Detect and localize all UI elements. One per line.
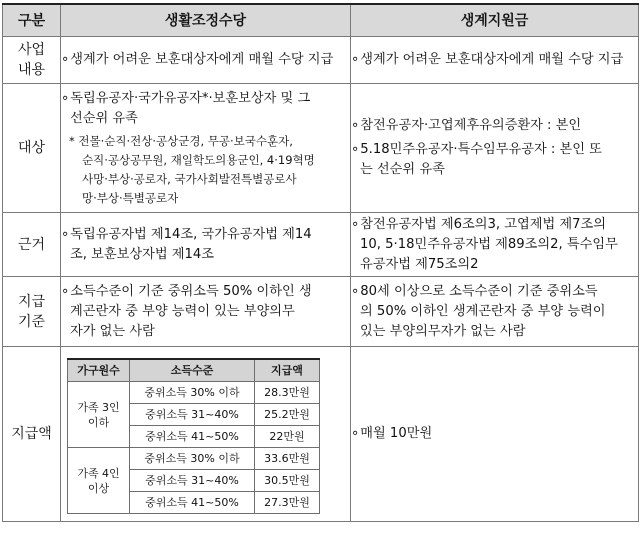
business-allowance-cell	[61, 37, 351, 84]
basis-support-cell	[351, 213, 639, 277]
benefit-comparison-table	[2, 3, 639, 522]
group-label-line1: 가족 3인	[77, 400, 120, 414]
target-note-line1: * 전몰·순직·전상·공상군경, 무공·보국수훈자,	[69, 133, 293, 148]
basis-support-line2: 10, 5·18민주유공자법 제89조의2, 특수임무	[360, 236, 618, 252]
payment-amount: 22만원	[255, 426, 320, 448]
header-allowance: 생활조정수당	[61, 4, 351, 37]
target-allowance-line1: ∘ 독립유공자·국가유공자*·보훈보상자 및 그	[61, 89, 350, 109]
row-business	[3, 37, 639, 84]
label-criteria	[3, 277, 61, 347]
label-amount: 지급액	[3, 347, 61, 522]
table-row	[68, 448, 320, 470]
target-note-line2: 순직·공상공무원, 재일학도의용군인, 4·19혁명	[82, 152, 315, 167]
target-support-item2-line2: 는 선순위 유족	[360, 162, 445, 177]
amount-header-income: 소득수준	[130, 359, 255, 382]
label-criteria-line1: 지급	[17, 293, 46, 310]
payment-amount: 28.3만원	[255, 382, 320, 404]
basis-support-line1: ∘ 참전유공자법 제6조의3, 고엽제법 제7조의	[351, 215, 638, 235]
amount-header-household: 가구원수	[68, 359, 130, 382]
row-amount	[3, 347, 639, 522]
criteria-support-cell	[351, 277, 639, 347]
business-support-text: ∘ 생계가 어려운 보훈대상자에게 매월 수당 지급	[351, 50, 638, 70]
income-level: 중위소득 30% 이하	[130, 382, 255, 404]
group-4-or-more	[68, 448, 130, 514]
amount-header-amount: 지급액	[255, 359, 320, 382]
business-support-cell	[351, 37, 639, 84]
target-support-item2-line1: ∘ 5.18민주유공자·특수임무유공자 : 본인 또	[351, 140, 638, 160]
payment-amount: 33.6만원	[255, 448, 320, 470]
target-support-item1: ∘ 참전유공자·고엽제후유의증환자 : 본인	[351, 116, 638, 136]
row-target	[3, 84, 639, 213]
group-label-line2: 이상	[87, 481, 110, 495]
basis-allowance-cell	[61, 213, 351, 277]
criteria-support-line2: 의 50% 이하인 생계곤란자 중 부양 능력이	[360, 303, 606, 319]
row-criteria	[3, 277, 639, 347]
label-target: 대상	[3, 84, 61, 213]
label-business-line2: 내용	[17, 62, 46, 78]
payment-amount: 30.5만원	[255, 470, 320, 492]
payment-amount: 27.3만원	[255, 492, 320, 514]
income-level: 중위소득 31~40%	[130, 404, 255, 426]
target-note-line4: 망·부상·특별공로자	[82, 190, 179, 205]
label-basis: 근거	[3, 213, 61, 277]
label-business-line1: 사업	[17, 42, 46, 58]
amount-table	[67, 358, 320, 514]
criteria-allowance-line2: 계곤란자 중 부양 능력이 있는 부양의무	[70, 303, 295, 319]
header-support: 생계지원금	[351, 4, 639, 37]
amount-table-header	[68, 359, 320, 382]
label-business	[3, 37, 61, 84]
criteria-allowance-line1: ∘ 소득수준이 기준 중위소득 50% 이하인 생	[61, 282, 350, 302]
basis-allowance-line2: 조, 보훈보상자법 제14조	[70, 246, 215, 262]
income-level: 중위소득 41~50%	[130, 492, 255, 514]
label-criteria-line2: 기준	[17, 313, 46, 330]
criteria-support-line3: 있는 부양의무자가 없는 사람	[360, 323, 526, 339]
criteria-allowance-cell	[61, 277, 351, 347]
income-level: 중위소득 30% 이하	[130, 448, 255, 470]
business-allowance-text: ∘ 생계가 어려운 보훈대상자에게 매월 수당 지급	[61, 50, 350, 70]
target-allowance-line2: 선순위 유족	[70, 110, 138, 126]
group-label-line2: 이하	[87, 415, 110, 429]
group-label-line1: 가족 4인	[77, 466, 120, 480]
income-level: 중위소득 31~40%	[130, 470, 255, 492]
amount-allowance-cell	[61, 347, 351, 522]
basis-allowance-line1: ∘ 독립유공자법 제14조, 국가유공자법 제14	[61, 225, 350, 245]
table-row	[68, 382, 320, 404]
target-allowance-cell	[61, 84, 351, 213]
income-level: 중위소득 41~50%	[130, 426, 255, 448]
group-3-or-less	[68, 382, 130, 448]
target-support-cell	[351, 84, 639, 213]
amount-support-text: ∘ 매월 10만원	[351, 424, 638, 444]
payment-amount: 25.2만원	[255, 404, 320, 426]
target-note-line3: 사망·부상·공로자, 국가사회발전특별공로사	[82, 171, 297, 186]
basis-support-line3: 유공자법 제75조의2	[360, 256, 479, 272]
header-category: 구분	[3, 4, 61, 37]
header-row	[3, 4, 639, 37]
criteria-support-line1: ∘ 80세 이상으로 소득수준이 기준 중위소득	[351, 282, 638, 302]
amount-support-cell	[351, 347, 639, 522]
row-basis	[3, 213, 639, 277]
criteria-allowance-line3: 자가 없는 사람	[70, 323, 155, 339]
